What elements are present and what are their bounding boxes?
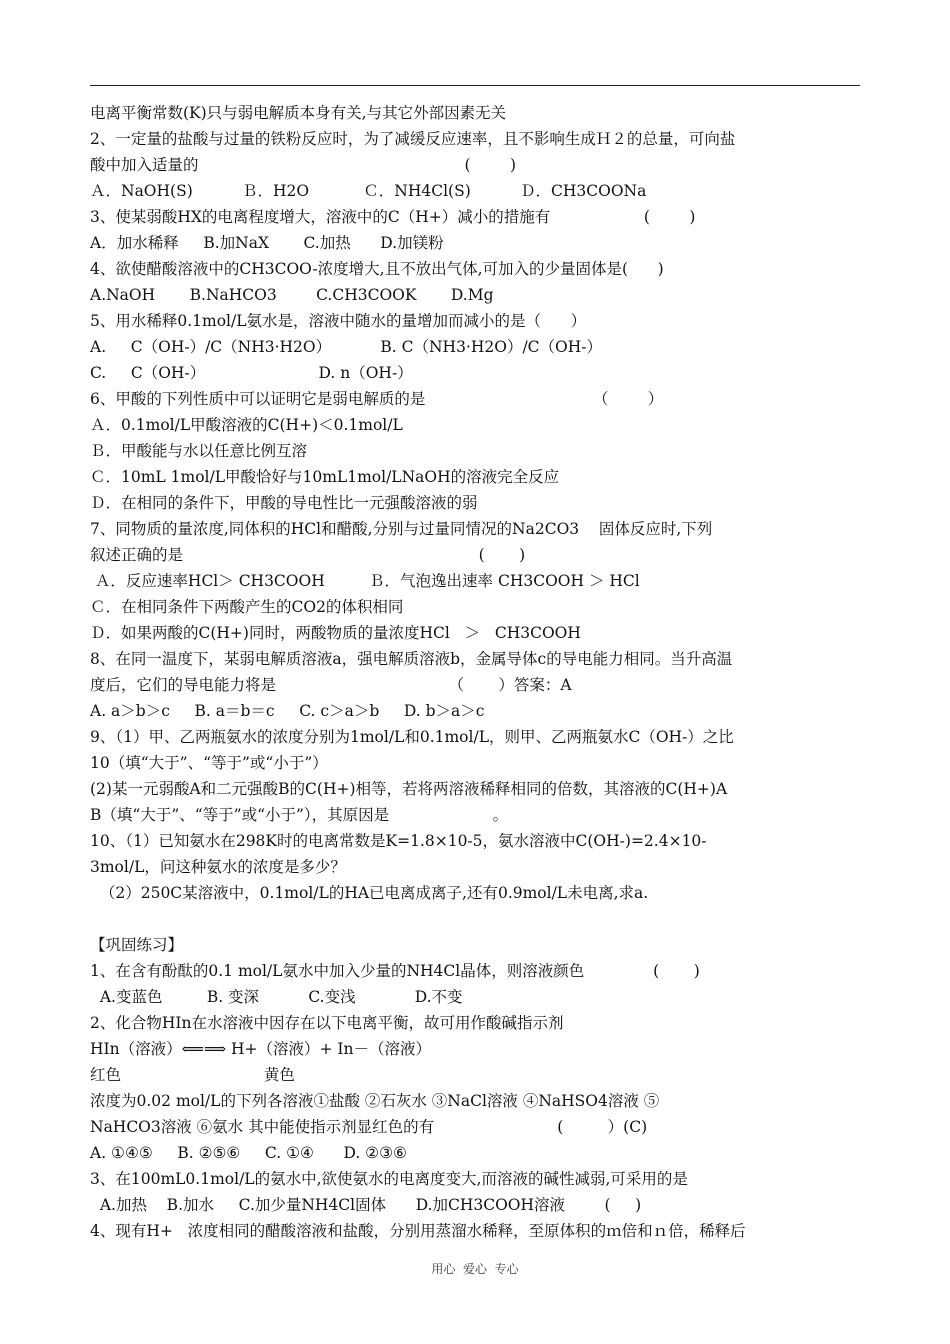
- text-line: Ｃ．10mL 1mol/L甲酸恰好与10mL1mol/LNaOH的溶液完全反应: [90, 468, 560, 486]
- text-line: C. C（OH-） D. n（OH-）: [90, 364, 413, 382]
- text-line: Ｄ．在相同的条件下，甲酸的导电性比一元强酸溶液的弱: [90, 494, 478, 512]
- text-line: 叙述正确的是 ( ): [90, 546, 526, 564]
- text-line: Ｄ．如果两酸的C(H+)同时，两酸物质的量浓度HCl ＞ CH3COOH: [90, 624, 581, 642]
- text-line: Ａ．NaOH(S) Ｂ．H2O Ｃ．NH4Cl(S) Ｄ．CH3COONa: [90, 182, 647, 200]
- text-line: A. C（OH-）/C（NH3·H2O） B. C（NH3·H2O）/C（OH-）: [90, 338, 602, 356]
- text-line: 10、（1）已知氨水在298K时的电离常数是K=1.8×10-5，氨水溶液中C(OH-)=2.4×10-: [90, 832, 707, 850]
- text-line: Ａ．0.1mol/L甲酸溶液的C(H+)＜0.1mol/L: [90, 416, 403, 434]
- text-line: NaHCO3溶液 ⑥氨水 其中能使指示剂显红色的有 ( ）(C): [90, 1118, 648, 1136]
- text-line: Ｃ．在相同条件下两酸产生的CO2的体积相同: [90, 598, 404, 616]
- text-line: 3、使某弱酸HX的电离程度增大，溶液中的C（H+）减小的措施有 ( ): [90, 208, 696, 226]
- exercise-section: [90, 100, 865, 906]
- text-line: 2、一定量的盐酸与过量的铁粉反应时，为了减缓反应速率，且不影响生成Ｈ２的总量，可向盐: [90, 130, 736, 148]
- text-line: （2）250C某溶液中，0.1mol/L的HA已电离成离子,还有0.9mol/L未电离,求a.: [90, 884, 649, 902]
- text-line: 8、在同一温度下，某弱电解质溶液a，强电解质溶液b，金属导体c的导电能力相同。当升高温: [90, 650, 733, 668]
- text-line: 酸中加入适量的 ( ): [90, 156, 517, 174]
- text-line: Ｂ．甲酸能与水以任意比例互溶: [90, 442, 308, 460]
- text-line: 浓度为0.02 mol/L的下列各溶液①盐酸 ②石灰水 ③NaCl溶液 ④NaHSO4溶液 ⑤: [90, 1092, 660, 1110]
- text-line: (2)某一元弱酸A和二元强酸B的C(H+)相等，若将两溶液稀释相同的倍数，其溶液的C(H+)A: [90, 780, 728, 798]
- text-line: A.NaOH B.NaHCO3 C.CH3COOK D.Mg: [90, 286, 494, 304]
- text-line: 电离平衡常数(K)只与弱电解质本身有关,与其它外部因素无关: [90, 104, 507, 122]
- page-footer: 用心 爱心 专心: [431, 1262, 519, 1276]
- text-line: A.变蓝色 B. 变深 C.变浅 D.不变: [90, 988, 463, 1006]
- text-line: B（填“大于”、“等于”或“小于”），其原因是 。: [90, 806, 509, 824]
- text-line: Ａ．反应速率HCl＞ CH3COOH Ｂ．气泡逸出速率 CH3COOH ＞ HCl: [90, 572, 640, 590]
- text-line: A. ①④⑤ B. ②⑤⑥ C. ①④ D. ②③⑥: [90, 1144, 407, 1162]
- text-line: 【巩固练习】: [90, 936, 184, 954]
- text-line: A.加热 B.加水 C.加少量NH4Cl固体 D.加CH3COOH溶液 ( ): [90, 1196, 642, 1214]
- text-line: 6、甲酸的下列性质中可以证明它是弱电解质的是 （ ）: [90, 390, 664, 408]
- text-line: 4、欲使醋酸溶液中的CH3COO-浓度增大,且不放出气体,可加入的少量固体是( ): [90, 260, 664, 278]
- practice-section: [90, 932, 865, 1244]
- text-line: 度后，它们的导电能力将是 （ ）答案：A: [90, 676, 572, 694]
- text-line: 10（填“大于”、“等于”或“小于”）: [90, 754, 328, 772]
- header-rule: [90, 85, 860, 86]
- text-line: 红色 黄色: [90, 1066, 295, 1084]
- text-line: 7、同物质的量浓度,同体积的HCl和醋酸,分别与过量同情况的Na2CO3 固体反应时,下列: [90, 520, 713, 538]
- text-line: 1、在含有酚酞的0.1 mol/L氨水中加入少量的NH4Cl晶体，则溶液颜色 ( ): [90, 962, 700, 980]
- text-line: 5、用水稀释0.1mol/L氨水是，溶液中随水的量增加而减小的是（ ）: [90, 312, 587, 330]
- text-line: 4、现有H+ 浓度相同的醋酸溶液和盐酸，分别用蒸溜水稀释，至原体积的ｍ倍和ｎ倍，稀释后: [90, 1222, 746, 1240]
- text-line: A. a＞b＞c B. a＝b＝c C. c＞a＞b D. b＞a＞c: [90, 702, 485, 720]
- text-line: 9、（1）甲、乙两瓶氨水的浓度分别为1mol/L和0.1mol/L，则甲、乙两瓶氨水C（OH-）之比: [90, 728, 734, 746]
- text-line: HIn（溶液）⟸⟹ H+（溶液）+ In－（溶液）: [90, 1040, 432, 1058]
- text-line: 3、在100mL0.1mol/L的氨水中,欲使氨水的电离度变大,而溶液的碱性减弱,可采用的是: [90, 1170, 688, 1188]
- text-line: A．加水稀释 B.加NaX C.加热 D.加镁粉: [90, 234, 444, 252]
- text-line: 2、化合物HIn在水溶液中因存在以下电离平衡，故可用作酸碱指示剂: [90, 1014, 564, 1032]
- document-body: [90, 100, 865, 1244]
- text-line: 3mol/L，问这种氨水的浓度是多少？: [90, 858, 346, 876]
- section-gap: [90, 906, 865, 932]
